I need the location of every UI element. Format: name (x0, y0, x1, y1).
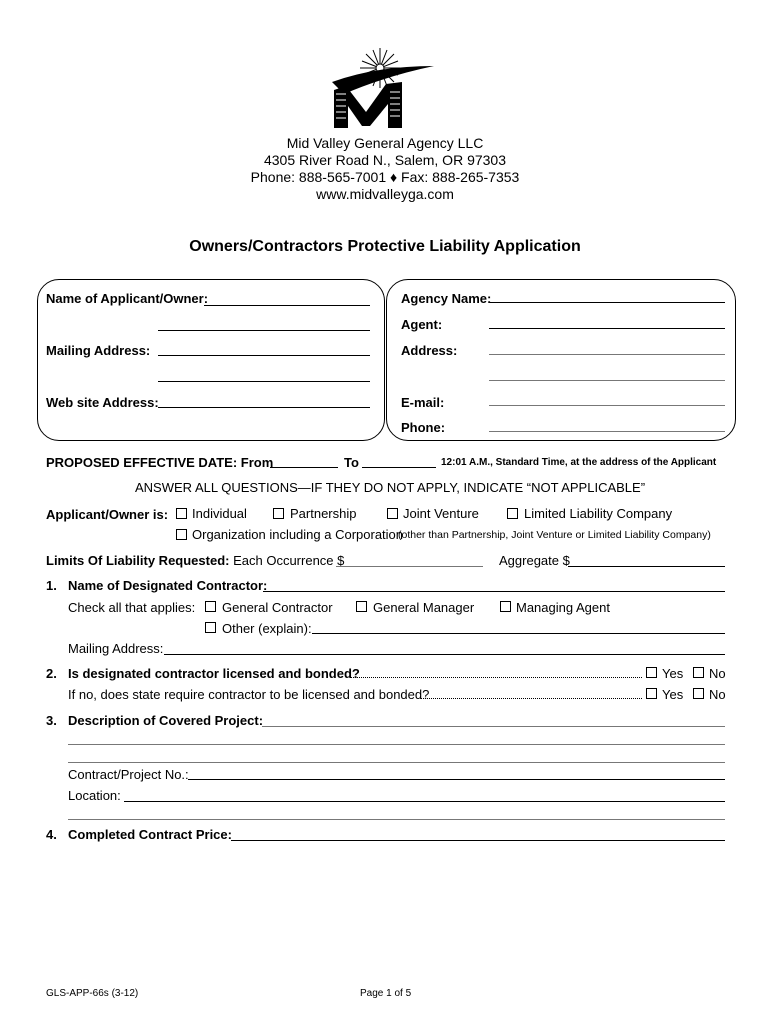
q4-number: 4. (46, 827, 57, 842)
agent-label: Agent: (401, 317, 443, 332)
each-occurrence-field[interactable] (336, 566, 483, 567)
q2-sub-no-checkbox[interactable] (693, 688, 704, 699)
agency-address-field[interactable] (489, 354, 725, 355)
effective-time-note: 12:01 A.M., Standard Time, at the address of the Applicant (441, 457, 717, 468)
email-label: E-mail: (401, 395, 445, 410)
q1-mailing-field[interactable] (164, 654, 725, 655)
mailing-address-label: Mailing Address: (46, 343, 151, 358)
q1-number: 1. (46, 578, 57, 593)
joint-venture-label: Joint Venture (403, 506, 479, 521)
contract-number-label: Contract/Project No.: (68, 767, 189, 782)
contract-price-field[interactable] (231, 840, 725, 841)
joint-venture-checkbox[interactable] (387, 508, 398, 519)
q2-leader-dots (351, 677, 642, 678)
phone-label: Phone: (401, 420, 446, 435)
other-checkbox[interactable] (205, 622, 216, 633)
managing-agent-checkbox[interactable] (500, 601, 511, 612)
contract-number-field[interactable] (188, 779, 725, 780)
project-description-field-3[interactable] (68, 762, 725, 763)
location-field[interactable] (124, 801, 725, 802)
q2-sub-yes-label: Yes (662, 687, 684, 702)
aggregate-field[interactable] (568, 566, 725, 567)
individual-checkbox[interactable] (176, 508, 187, 519)
general-contractor-checkbox[interactable] (205, 601, 216, 612)
effective-to-field[interactable] (362, 467, 436, 468)
q1-label: Name of Designated Contractor: (68, 578, 268, 593)
company-website[interactable]: www.midvalleyga.com (316, 186, 454, 202)
applicant-type-label: Applicant/Owner is: (46, 507, 169, 522)
effective-date-label: PROPOSED EFFECTIVE DATE: From (46, 455, 274, 470)
q2-label: Is designated contractor licensed and bonded? (68, 666, 360, 681)
website-label: Web site Address: (46, 395, 159, 410)
effective-from-field[interactable] (270, 467, 338, 468)
q2-yes-label: Yes (662, 666, 684, 681)
agency-address-field-2[interactable] (489, 380, 725, 381)
agency-name-field[interactable] (489, 302, 725, 303)
company-logo (326, 46, 438, 130)
agency-name-label: Agency Name: (401, 291, 492, 306)
organization-label: Organization including a Corporation (192, 527, 404, 542)
general-manager-label: General Manager (373, 600, 475, 615)
aggregate-label: Aggregate $ (499, 553, 570, 568)
general-contractor-label: General Contractor (222, 600, 333, 615)
company-address: 4305 River Road N., Salem, OR 97303 (263, 152, 506, 168)
q2-no-label: No (709, 666, 726, 681)
applicant-name-field-2[interactable] (158, 330, 370, 331)
company-name: Mid Valley General Agency LLC (286, 135, 484, 151)
project-description-field[interactable] (262, 726, 725, 727)
q2-sub-leader-dots (421, 698, 642, 699)
page-number: Page 1 of 5 (360, 988, 412, 999)
other-label: Other (explain): (222, 621, 312, 636)
effective-to-label: To (344, 455, 359, 470)
mailing-address-field[interactable] (158, 355, 370, 356)
applicant-name-label: Name of Applicant/Owner: (46, 291, 209, 306)
website-field[interactable] (158, 407, 370, 408)
q2-sub-no-label: No (709, 687, 726, 702)
company-phone-fax: Phone: 888-565-7001 ♦ Fax: 888-265-7353 (250, 169, 520, 185)
designated-contractor-field[interactable] (263, 591, 725, 592)
instruction-text: ANSWER ALL QUESTIONS—IF THEY DO NOT APPLY, INDICATE “NOT APPLICABLE” (135, 480, 646, 495)
agency-address-label: Address: (401, 343, 458, 358)
q2-yes-checkbox[interactable] (646, 667, 657, 678)
q3-label: Description of Covered Project: (68, 713, 264, 728)
q2-sub-label: If no, does state require contractor to be licensed and bonded? (68, 687, 430, 702)
llc-label: Limited Liability Company (524, 506, 673, 521)
individual-label: Individual (192, 506, 247, 521)
location-label: Location: (68, 788, 121, 803)
managing-agent-label: Managing Agent (516, 600, 610, 615)
q1-mailing-label: Mailing Address: (68, 641, 164, 656)
form-title: Owners/Contractors Protective Liability Application (189, 238, 581, 255)
project-description-field-2[interactable] (68, 744, 725, 745)
applicant-name-field[interactable] (204, 305, 370, 306)
phone-field[interactable] (489, 431, 725, 432)
check-all-label: Check all that applies: (68, 600, 196, 615)
email-field[interactable] (489, 405, 725, 406)
other-explain-field[interactable] (312, 633, 725, 634)
q4-label: Completed Contract Price: (68, 827, 232, 842)
mailing-address-field-2[interactable] (158, 381, 370, 382)
partnership-checkbox[interactable] (273, 508, 284, 519)
form-id: GLS-APP-66s (3-12) (46, 988, 139, 999)
q2-number: 2. (46, 666, 57, 681)
organization-note: (other than Partnership, Joint Venture or Limited Liability Company) (398, 529, 711, 541)
llc-checkbox[interactable] (507, 508, 518, 519)
q3-number: 3. (46, 713, 57, 728)
organization-checkbox[interactable] (176, 529, 187, 540)
partnership-label: Partnership (290, 506, 357, 521)
agent-field[interactable] (489, 328, 725, 329)
limits-label: Limits Of Liability Requested: (46, 553, 230, 568)
each-occurrence-label: Each Occurrence $ (233, 553, 345, 568)
general-manager-checkbox[interactable] (356, 601, 367, 612)
q2-sub-yes-checkbox[interactable] (646, 688, 657, 699)
q2-no-checkbox[interactable] (693, 667, 704, 678)
location-field-2[interactable] (68, 819, 725, 820)
